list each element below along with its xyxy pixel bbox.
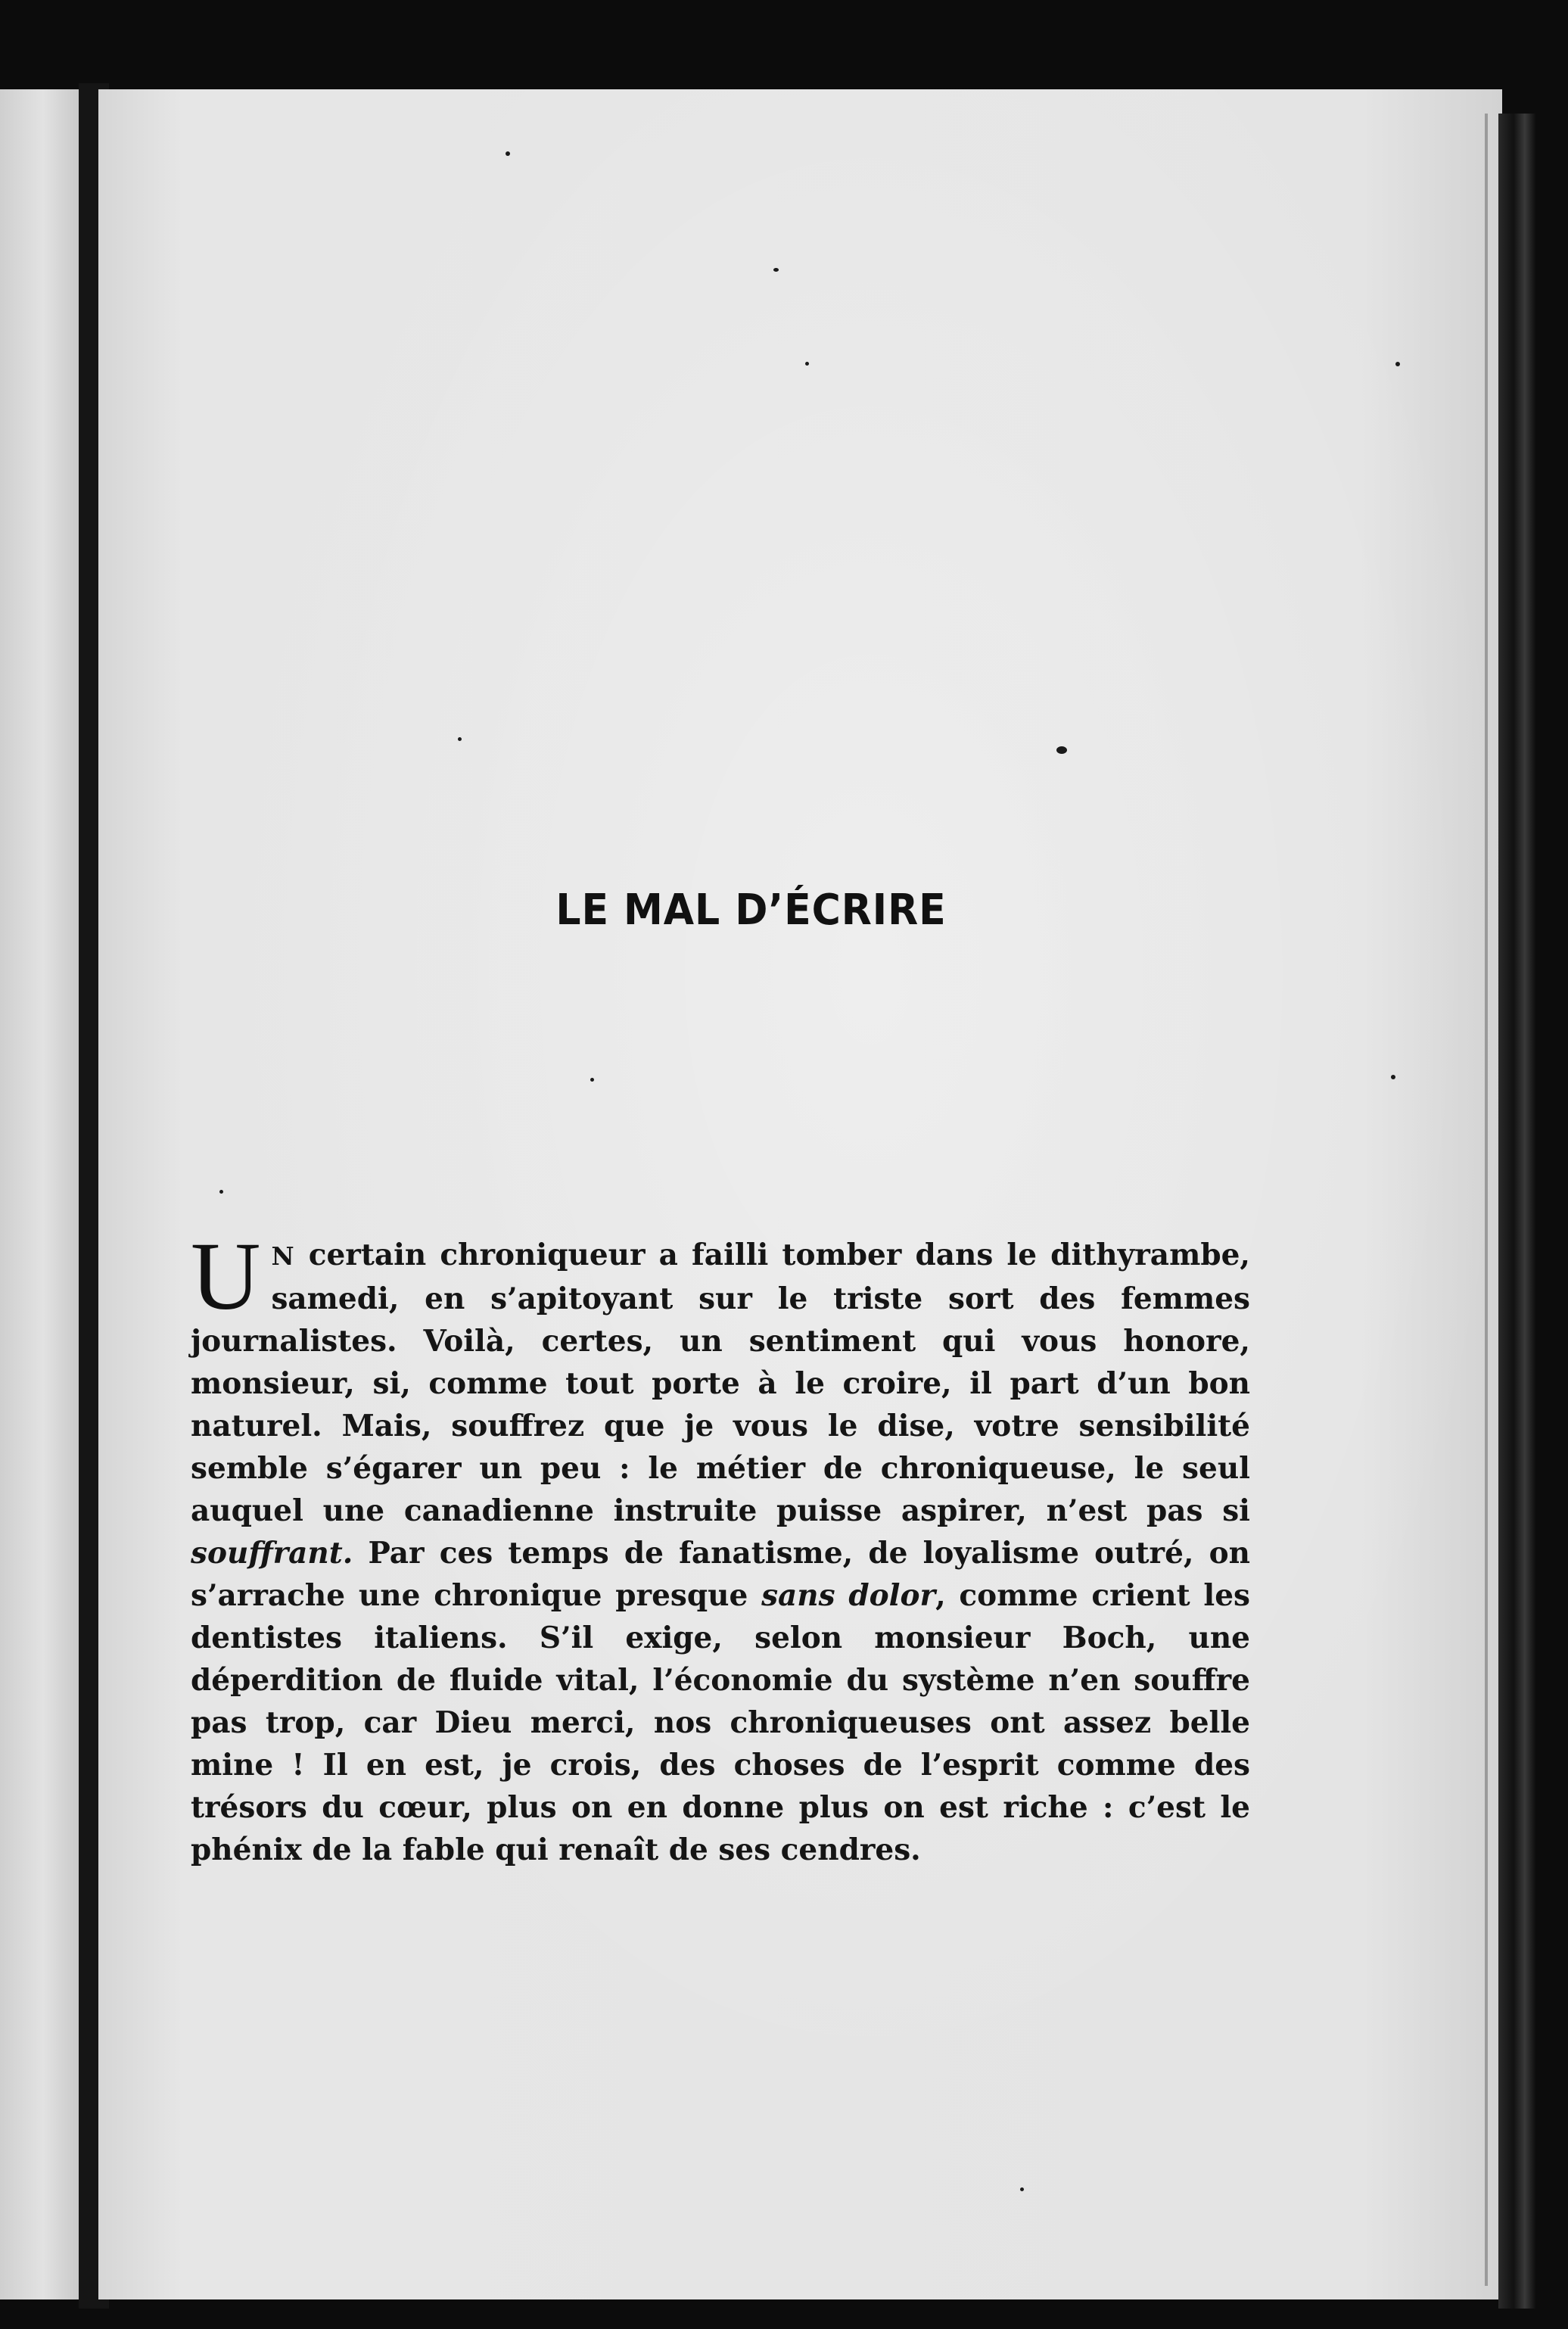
book-cover-edge (1498, 114, 1536, 2309)
paragraph-text: , comme crient les dentistes italiens. S’il exige, selon monsieur Boch, une déperdition de fluide vital, l’économie du système n’en souffre pas trop, car Dieu merci, nos chroniqueuses ont assez belle mine ! Il en est, je crois, des choses de l’esprit comme des trésors du cœur, plus on en donne plus on est riche : c’est le phénix de la fable qui renaît de ses cendres. (191, 1578, 1250, 1867)
paper-speck (1395, 362, 1400, 366)
paper-speck (458, 737, 462, 741)
small-cap-letter: N (271, 1241, 295, 1271)
paper-speck (1056, 746, 1067, 754)
italic-phrase: sans dolor (761, 1578, 936, 1613)
italic-word: souffrant. (191, 1536, 353, 1571)
paper-speck (219, 1190, 223, 1194)
paper-speck (1391, 1075, 1395, 1079)
paper-speck (773, 268, 779, 272)
facing-page-edge (0, 89, 79, 2299)
book-page (98, 89, 1502, 2299)
paragraph-text: Par ces temps de fanatisme, de loyalisme outré, on s’arrache une chronique presque (191, 1536, 1250, 1613)
paper-speck (1020, 2187, 1024, 2191)
page-edge-line (1485, 114, 1488, 2286)
paper-speck (506, 151, 510, 156)
paragraph-text: certain chroniqueur a failli tomber dans le dithyrambe, samedi, en s’apitoyant sur le triste sort des femmes journalistes. Voilà, certes, un sentiment qui vous honore, monsieur, si, comme tout porte à le croire, il part d’un bon naturel. Mais, souffrez que je vous le dise, votre sensibilité semble s’égarer un peu : le métier de chroniqueuse, le seul auquel une canadienne instruite puisse aspirer, n’est pas si (191, 1238, 1250, 1528)
article-body (191, 1222, 1250, 1871)
chapter-title: LE MAL D’ÉCRIRE (555, 886, 947, 935)
paper-speck (805, 362, 809, 366)
paper-speck (590, 1078, 594, 1082)
drop-cap-letter: U (191, 1222, 261, 1330)
